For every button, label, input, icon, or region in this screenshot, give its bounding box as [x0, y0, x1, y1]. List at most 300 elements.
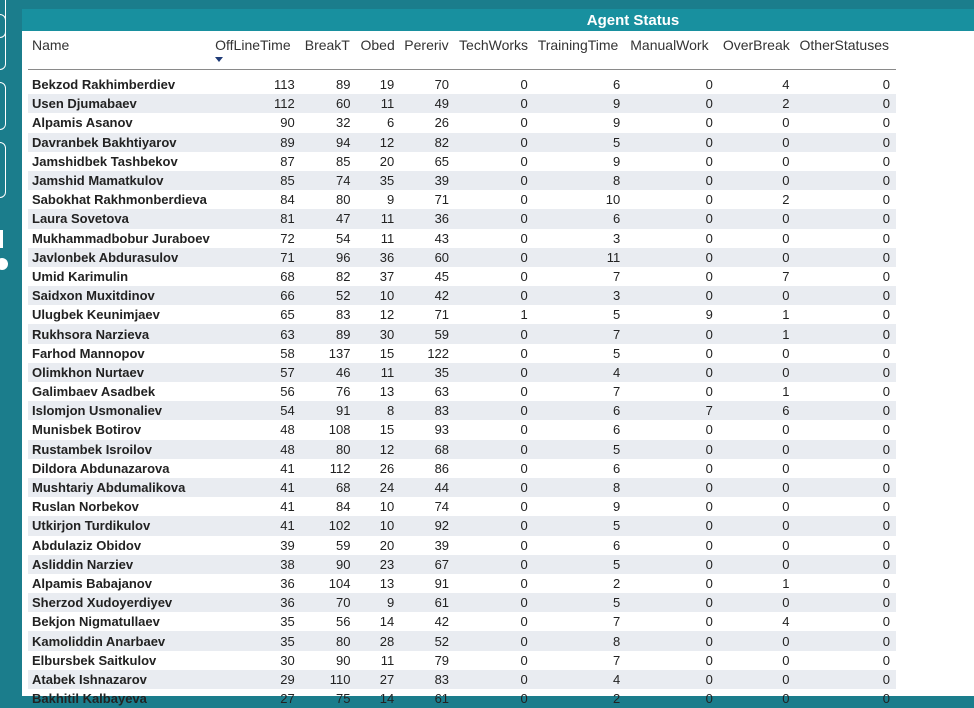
table-row[interactable]: [28, 248, 896, 267]
table-row[interactable]: [28, 152, 896, 171]
value-cell-pereriv: 42: [434, 614, 450, 630]
value-cell-trainingtime: 5: [613, 441, 621, 457]
value-cell-trainingtime: 6: [613, 537, 621, 553]
value-cell-offlinetime: 35: [280, 614, 295, 630]
value-cell-overbreak: 0: [782, 691, 790, 707]
value-cell-manualwork: 0: [705, 268, 713, 284]
value-cell-overbreak: 2: [782, 192, 790, 208]
table-row[interactable]: [28, 363, 896, 382]
rail-button-3[interactable]: [0, 82, 6, 130]
table-row[interactable]: [28, 536, 896, 555]
value-cell-trainingtime: 5: [613, 556, 621, 572]
value-cell-techworks: 0: [520, 556, 528, 572]
value-cell-otherstatuses: 0: [882, 249, 891, 265]
value-cell-manualwork: 0: [705, 480, 713, 496]
value-cell-manualwork: 0: [705, 671, 713, 687]
value-cell-manualwork: 0: [705, 441, 713, 457]
agent-name-cell: Jamshidbek Tashbekov: [32, 153, 178, 169]
value-cell-obed: 24: [379, 480, 395, 496]
value-cell-offlinetime: 66: [280, 288, 295, 304]
table-header-row: [28, 35, 896, 70]
value-cell-breakt: 68: [335, 480, 351, 496]
value-cell-offlinetime: 81: [280, 211, 295, 227]
value-cell-breakt: 80: [335, 633, 351, 649]
column-header-label: OtherStatuses: [799, 37, 889, 53]
table-row[interactable]: [28, 497, 896, 516]
value-cell-trainingtime: 4: [613, 671, 621, 687]
value-cell-techworks: 1: [520, 307, 528, 323]
value-cell-trainingtime: 2: [613, 691, 621, 707]
value-cell-trainingtime: 6: [613, 422, 621, 438]
value-cell-overbreak: 0: [782, 153, 790, 169]
value-cell-breakt: 91: [335, 403, 351, 419]
value-cell-obed: 14: [379, 691, 395, 707]
value-cell-otherstatuses: 0: [882, 422, 891, 438]
agent-name-cell: Asliddin Narziev: [32, 556, 134, 572]
value-cell-manualwork: 7: [705, 403, 713, 419]
value-cell-techworks: 0: [520, 480, 528, 496]
table-row[interactable]: [28, 286, 896, 305]
value-cell-trainingtime: 9: [613, 96, 621, 112]
value-cell-overbreak: 0: [782, 518, 790, 534]
value-cell-trainingtime: 2: [613, 575, 621, 591]
value-cell-otherstatuses: 0: [882, 652, 891, 668]
value-cell-otherstatuses: 0: [882, 614, 891, 630]
value-cell-techworks: 0: [520, 364, 528, 380]
value-cell-otherstatuses: 0: [882, 230, 891, 246]
agent-name-cell: Utkirjon Turdikulov: [32, 518, 151, 534]
value-cell-overbreak: 0: [782, 633, 790, 649]
agent-name-cell: Islomjon Usmonaliev: [32, 403, 163, 419]
agent-name-cell: Ruslan Norbekov: [32, 499, 139, 515]
value-cell-obed: 15: [379, 422, 395, 438]
table-row[interactable]: [28, 631, 896, 650]
table-row[interactable]: [28, 133, 896, 152]
value-cell-obed: 35: [379, 173, 395, 189]
table-row[interactable]: [28, 190, 896, 209]
value-cell-manualwork: 0: [705, 211, 713, 227]
value-cell-obed: 11: [380, 364, 395, 380]
value-cell-techworks: 0: [520, 499, 528, 515]
value-cell-manualwork: 0: [705, 652, 713, 668]
table-row[interactable]: [28, 612, 896, 631]
value-cell-otherstatuses: 0: [882, 326, 891, 342]
column-header-breakt[interactable]: [301, 35, 357, 69]
column-header-offlinetime[interactable]: [211, 35, 301, 69]
value-cell-techworks: 0: [520, 691, 528, 707]
table-row[interactable]: [28, 75, 896, 94]
table-row[interactable]: [28, 689, 896, 708]
value-cell-trainingtime: 11: [606, 249, 621, 265]
value-cell-obed: 9: [387, 595, 395, 611]
value-cell-techworks: 0: [520, 192, 528, 208]
value-cell-overbreak: 0: [782, 480, 790, 496]
value-cell-otherstatuses: 0: [882, 268, 891, 284]
agent-name-cell: Mukhammadbobur Juraboev: [32, 230, 210, 246]
value-cell-obed: 30: [379, 326, 395, 342]
value-cell-overbreak: 0: [782, 211, 790, 227]
table-row[interactable]: [28, 94, 896, 113]
table-row[interactable]: [28, 593, 896, 612]
value-cell-techworks: 0: [520, 614, 528, 630]
value-cell-trainingtime: 5: [613, 307, 621, 323]
value-cell-otherstatuses: 0: [882, 173, 891, 189]
agent-name-cell: Galimbaev Asadbek: [32, 384, 156, 400]
value-cell-manualwork: 0: [705, 153, 713, 169]
value-cell-trainingtime: 6: [613, 460, 621, 476]
value-cell-overbreak: 0: [782, 499, 790, 515]
value-cell-offlinetime: 35: [280, 633, 295, 649]
value-cell-offlinetime: 71: [280, 249, 295, 265]
value-cell-trainingtime: 7: [613, 652, 621, 668]
value-cell-manualwork: 0: [705, 326, 713, 342]
agent-name-cell: Davranbek Bakhtiyarov: [32, 134, 177, 150]
value-cell-techworks: 0: [520, 153, 528, 169]
table-row[interactable]: [28, 344, 896, 363]
value-cell-techworks: 0: [520, 575, 528, 591]
agent-name-cell: Bekjon Nigmatullaev: [32, 614, 160, 630]
table-row[interactable]: [28, 171, 896, 190]
agent-status-table: [28, 35, 896, 708]
agent-name-cell: Abdulaziz Obidov: [32, 537, 142, 553]
value-cell-techworks: 0: [520, 288, 528, 304]
value-cell-otherstatuses: 0: [882, 307, 891, 323]
value-cell-manualwork: 0: [705, 77, 713, 93]
table-row[interactable]: [28, 651, 896, 670]
agent-name-cell: Dildora Abdunazarova: [32, 460, 170, 476]
agent-name-cell: Usen Djumabaev: [32, 96, 137, 112]
value-cell-offlinetime: 84: [280, 192, 295, 208]
value-cell-otherstatuses: 0: [882, 192, 891, 208]
value-cell-pereriv: 74: [434, 499, 450, 515]
value-cell-techworks: 0: [520, 345, 528, 361]
value-cell-obed: 11: [380, 230, 395, 246]
agent-name-cell: Umid Karimulin: [32, 268, 129, 284]
value-cell-overbreak: 2: [782, 96, 790, 112]
value-cell-pereriv: 92: [434, 518, 450, 534]
value-cell-otherstatuses: 0: [882, 364, 891, 380]
value-cell-breakt: 104: [328, 575, 351, 591]
value-cell-pereriv: 63: [434, 384, 450, 400]
value-cell-otherstatuses: 0: [882, 499, 891, 515]
column-header-label: Pereriv: [404, 37, 449, 53]
value-cell-pereriv: 71: [434, 192, 450, 208]
value-cell-breakt: 94: [335, 134, 351, 150]
value-cell-trainingtime: 4: [613, 364, 621, 380]
value-cell-techworks: 0: [520, 652, 528, 668]
value-cell-pereriv: 83: [434, 403, 450, 419]
value-cell-pereriv: 52: [434, 633, 450, 649]
value-cell-manualwork: 0: [705, 192, 713, 208]
value-cell-pereriv: 82: [434, 134, 450, 150]
value-cell-offlinetime: 90: [280, 115, 295, 131]
value-cell-obed: 12: [379, 441, 395, 457]
agent-name-cell: Alpamis Asanov: [32, 115, 133, 131]
value-cell-pereriv: 26: [434, 115, 450, 131]
value-cell-offlinetime: 41: [280, 499, 295, 515]
column-header-label: BreakT: [304, 37, 350, 53]
value-cell-trainingtime: 5: [613, 595, 621, 611]
agent-name-cell: Bekzod Rakhimberdiev: [32, 77, 176, 93]
column-header-label: Name: [32, 37, 70, 53]
value-cell-pereriv: 39: [434, 537, 450, 553]
value-cell-offlinetime: 72: [280, 230, 295, 246]
value-cell-breakt: 137: [328, 345, 351, 361]
agent-name-cell: Sabokhat Rakhmonberdieva: [32, 192, 207, 208]
table-row[interactable]: [28, 401, 896, 420]
value-cell-offlinetime: 65: [280, 307, 295, 323]
value-cell-pereriv: 67: [434, 556, 450, 572]
value-cell-techworks: 0: [520, 326, 528, 342]
value-cell-breakt: 54: [335, 230, 351, 246]
value-cell-pereriv: 35: [434, 364, 450, 380]
value-cell-obed: 12: [379, 307, 395, 323]
value-cell-obed: 10: [379, 499, 395, 515]
column-header-name[interactable]: [28, 35, 211, 69]
table-row[interactable]: [28, 459, 896, 478]
value-cell-breakt: 52: [335, 288, 351, 304]
table-row[interactable]: [28, 440, 896, 459]
value-cell-breakt: 96: [335, 249, 351, 265]
value-cell-pereriv: 91: [434, 575, 450, 591]
table-row[interactable]: [28, 555, 896, 574]
value-cell-obed: 6: [387, 115, 395, 131]
value-cell-breakt: 70: [335, 595, 351, 611]
value-cell-trainingtime: 7: [613, 384, 621, 400]
value-cell-breakt: 102: [328, 518, 351, 534]
value-cell-otherstatuses: 0: [882, 537, 891, 553]
column-header-obed[interactable]: [356, 35, 400, 69]
value-cell-breakt: 76: [335, 384, 351, 400]
value-cell-overbreak: 0: [782, 422, 790, 438]
value-cell-breakt: 47: [335, 211, 351, 227]
value-cell-offlinetime: 41: [280, 480, 295, 496]
column-header-manualwork[interactable]: [626, 35, 719, 69]
value-cell-manualwork: 0: [705, 345, 713, 361]
value-cell-offlinetime: 36: [280, 595, 295, 611]
value-cell-trainingtime: 9: [613, 499, 621, 515]
value-cell-trainingtime: 3: [613, 288, 621, 304]
agent-status-visual: [22, 9, 974, 707]
value-cell-pereriv: 60: [434, 249, 450, 265]
value-cell-techworks: 0: [520, 403, 528, 419]
value-cell-offlinetime: 29: [280, 671, 295, 687]
value-cell-manualwork: 0: [705, 422, 713, 438]
table-row[interactable]: [28, 516, 896, 535]
value-cell-obed: 13: [379, 575, 395, 591]
value-cell-overbreak: 6: [782, 403, 790, 419]
value-cell-breakt: 80: [335, 192, 351, 208]
column-header-label: TechWorks: [459, 37, 529, 53]
value-cell-trainingtime: 8: [613, 173, 621, 189]
value-cell-otherstatuses: 0: [882, 460, 891, 476]
table-row[interactable]: [28, 382, 896, 401]
value-cell-manualwork: 0: [705, 288, 713, 304]
column-header-trainingtime[interactable]: [534, 35, 627, 69]
sort-descending-icon[interactable]: [215, 57, 223, 62]
value-cell-pereriv: 44: [434, 480, 450, 496]
table-row[interactable]: [28, 305, 896, 324]
value-cell-obed: 10: [379, 288, 395, 304]
agent-name-cell: Olimkhon Nurtaev: [32, 364, 144, 380]
agent-name-cell: Atabek Ishnazarov: [32, 671, 147, 687]
value-cell-manualwork: 0: [705, 518, 713, 534]
table-row[interactable]: [28, 574, 896, 593]
value-cell-overbreak: 0: [782, 595, 790, 611]
table-row[interactable]: [28, 478, 896, 497]
value-cell-breakt: 89: [335, 77, 351, 93]
value-cell-breakt: 59: [335, 537, 351, 553]
value-cell-offlinetime: 87: [280, 153, 295, 169]
value-cell-otherstatuses: 0: [882, 403, 891, 419]
value-cell-trainingtime: 6: [613, 77, 621, 93]
value-cell-obed: 14: [379, 614, 395, 630]
value-cell-pereriv: 45: [434, 268, 450, 284]
value-cell-techworks: 0: [520, 595, 528, 611]
column-header-label: OffLineTime: [215, 37, 291, 53]
value-cell-overbreak: 1: [782, 575, 790, 591]
agent-name-cell: Munisbek Botirov: [32, 422, 142, 438]
value-cell-overbreak: 1: [782, 326, 790, 342]
value-cell-overbreak: 0: [782, 652, 790, 668]
value-cell-overbreak: 0: [782, 288, 790, 304]
value-cell-trainingtime: 7: [613, 326, 621, 342]
value-cell-manualwork: 0: [705, 691, 713, 707]
rail-button-4[interactable]: [0, 142, 6, 198]
value-cell-overbreak: 1: [782, 307, 790, 323]
column-header-label: OverBreak: [722, 37, 790, 53]
value-cell-otherstatuses: 0: [882, 556, 891, 572]
value-cell-trainingtime: 8: [613, 633, 621, 649]
value-cell-breakt: 32: [335, 115, 351, 131]
value-cell-techworks: 0: [520, 633, 528, 649]
value-cell-overbreak: 7: [782, 268, 790, 284]
rail-handle-dot[interactable]: [0, 258, 8, 270]
value-cell-offlinetime: 89: [280, 134, 295, 150]
value-cell-breakt: 90: [335, 556, 351, 572]
agent-name-cell: Kamoliddin Anarbaev: [32, 633, 166, 649]
value-cell-techworks: 0: [520, 134, 528, 150]
value-cell-breakt: 108: [328, 422, 351, 438]
table-row[interactable]: [28, 113, 896, 132]
value-cell-techworks: 0: [520, 249, 528, 265]
value-cell-otherstatuses: 0: [882, 518, 891, 534]
value-cell-obed: 13: [379, 384, 395, 400]
value-cell-otherstatuses: 0: [882, 77, 891, 93]
table-row[interactable]: [28, 420, 896, 439]
column-header-label: TrainingTime: [537, 37, 619, 53]
agent-name-cell: Mushtariy Abdumalikova: [32, 480, 186, 496]
value-cell-techworks: 0: [520, 518, 528, 534]
value-cell-breakt: 89: [335, 326, 351, 342]
value-cell-overbreak: 0: [782, 345, 790, 361]
value-cell-manualwork: 0: [705, 173, 713, 189]
value-cell-manualwork: 0: [705, 230, 713, 246]
value-cell-overbreak: 0: [782, 230, 790, 246]
value-cell-obed: 20: [379, 537, 395, 553]
value-cell-trainingtime: 6: [613, 403, 621, 419]
rail-button-2[interactable]: [0, 14, 6, 70]
value-cell-trainingtime: 6: [613, 211, 621, 227]
column-header-otherstatuses[interactable]: [796, 35, 897, 69]
value-cell-pereriv: 79: [434, 652, 450, 668]
agent-name-cell: Ulugbek Keunimjaev: [32, 307, 160, 323]
value-cell-overbreak: 0: [782, 460, 790, 476]
value-cell-obed: 12: [379, 134, 395, 150]
column-header-pereriv[interactable]: [400, 35, 455, 69]
value-cell-offlinetime: 41: [280, 460, 295, 476]
value-cell-otherstatuses: 0: [882, 384, 891, 400]
value-cell-breakt: 82: [335, 268, 351, 284]
value-cell-breakt: 90: [335, 652, 351, 668]
value-cell-pereriv: 86: [434, 460, 450, 476]
value-cell-pereriv: 39: [434, 173, 450, 189]
value-cell-breakt: 74: [335, 173, 351, 189]
table-row[interactable]: [28, 324, 896, 343]
value-cell-obed: 10: [379, 518, 395, 534]
value-cell-otherstatuses: 0: [882, 115, 891, 131]
agent-name-cell: Saidxon Muxitdinov: [32, 288, 155, 304]
table-row[interactable]: [28, 229, 896, 248]
value-cell-trainingtime: 9: [613, 153, 621, 169]
value-cell-otherstatuses: 0: [882, 288, 891, 304]
value-cell-techworks: 0: [520, 422, 528, 438]
table-row[interactable]: [28, 267, 896, 286]
value-cell-breakt: 46: [335, 364, 351, 380]
value-cell-techworks: 0: [520, 77, 528, 93]
value-cell-manualwork: 0: [705, 633, 713, 649]
value-cell-breakt: 83: [335, 307, 351, 323]
value-cell-manualwork: 0: [705, 575, 713, 591]
value-cell-overbreak: 0: [782, 671, 790, 687]
value-cell-pereriv: 36: [434, 211, 450, 227]
column-header-overbreak[interactable]: [719, 35, 796, 69]
value-cell-offlinetime: 56: [280, 384, 295, 400]
value-cell-overbreak: 0: [782, 556, 790, 572]
value-cell-obed: 26: [379, 460, 395, 476]
column-header-label: Obed: [360, 37, 395, 53]
value-cell-breakt: 110: [329, 671, 351, 687]
value-cell-breakt: 60: [335, 96, 351, 112]
value-cell-techworks: 0: [520, 268, 528, 284]
value-cell-pereriv: 59: [434, 326, 450, 342]
value-cell-offlinetime: 68: [280, 268, 295, 284]
value-cell-obed: 8: [387, 403, 395, 419]
value-cell-techworks: 0: [520, 537, 528, 553]
agent-name-cell: Rukhsora Narzieva: [32, 326, 150, 342]
value-cell-techworks: 0: [520, 230, 528, 246]
value-cell-obed: 36: [379, 249, 395, 265]
value-cell-manualwork: 0: [705, 384, 713, 400]
value-cell-offlinetime: 39: [280, 537, 295, 553]
value-cell-obed: 37: [379, 268, 395, 284]
value-cell-breakt: 56: [335, 614, 351, 630]
agent-name-cell: Laura Sovetova: [32, 211, 129, 227]
value-cell-techworks: 0: [520, 211, 528, 227]
value-cell-breakt: 84: [335, 499, 351, 515]
value-cell-offlinetime: 113: [273, 77, 295, 93]
table-row[interactable]: [28, 670, 896, 689]
column-header-techworks[interactable]: [455, 35, 534, 69]
value-cell-trainingtime: 7: [613, 268, 621, 284]
value-cell-pereriv: 61: [434, 691, 450, 707]
visual-title: Agent Status: [586, 11, 680, 29]
value-cell-otherstatuses: 0: [882, 211, 891, 227]
agent-name-cell: Jamshid Mamatkulov: [32, 173, 164, 189]
table-row[interactable]: [28, 209, 896, 228]
agent-name-cell: Sherzod Xudoyerdiyev: [32, 595, 173, 611]
value-cell-otherstatuses: 0: [882, 345, 891, 361]
